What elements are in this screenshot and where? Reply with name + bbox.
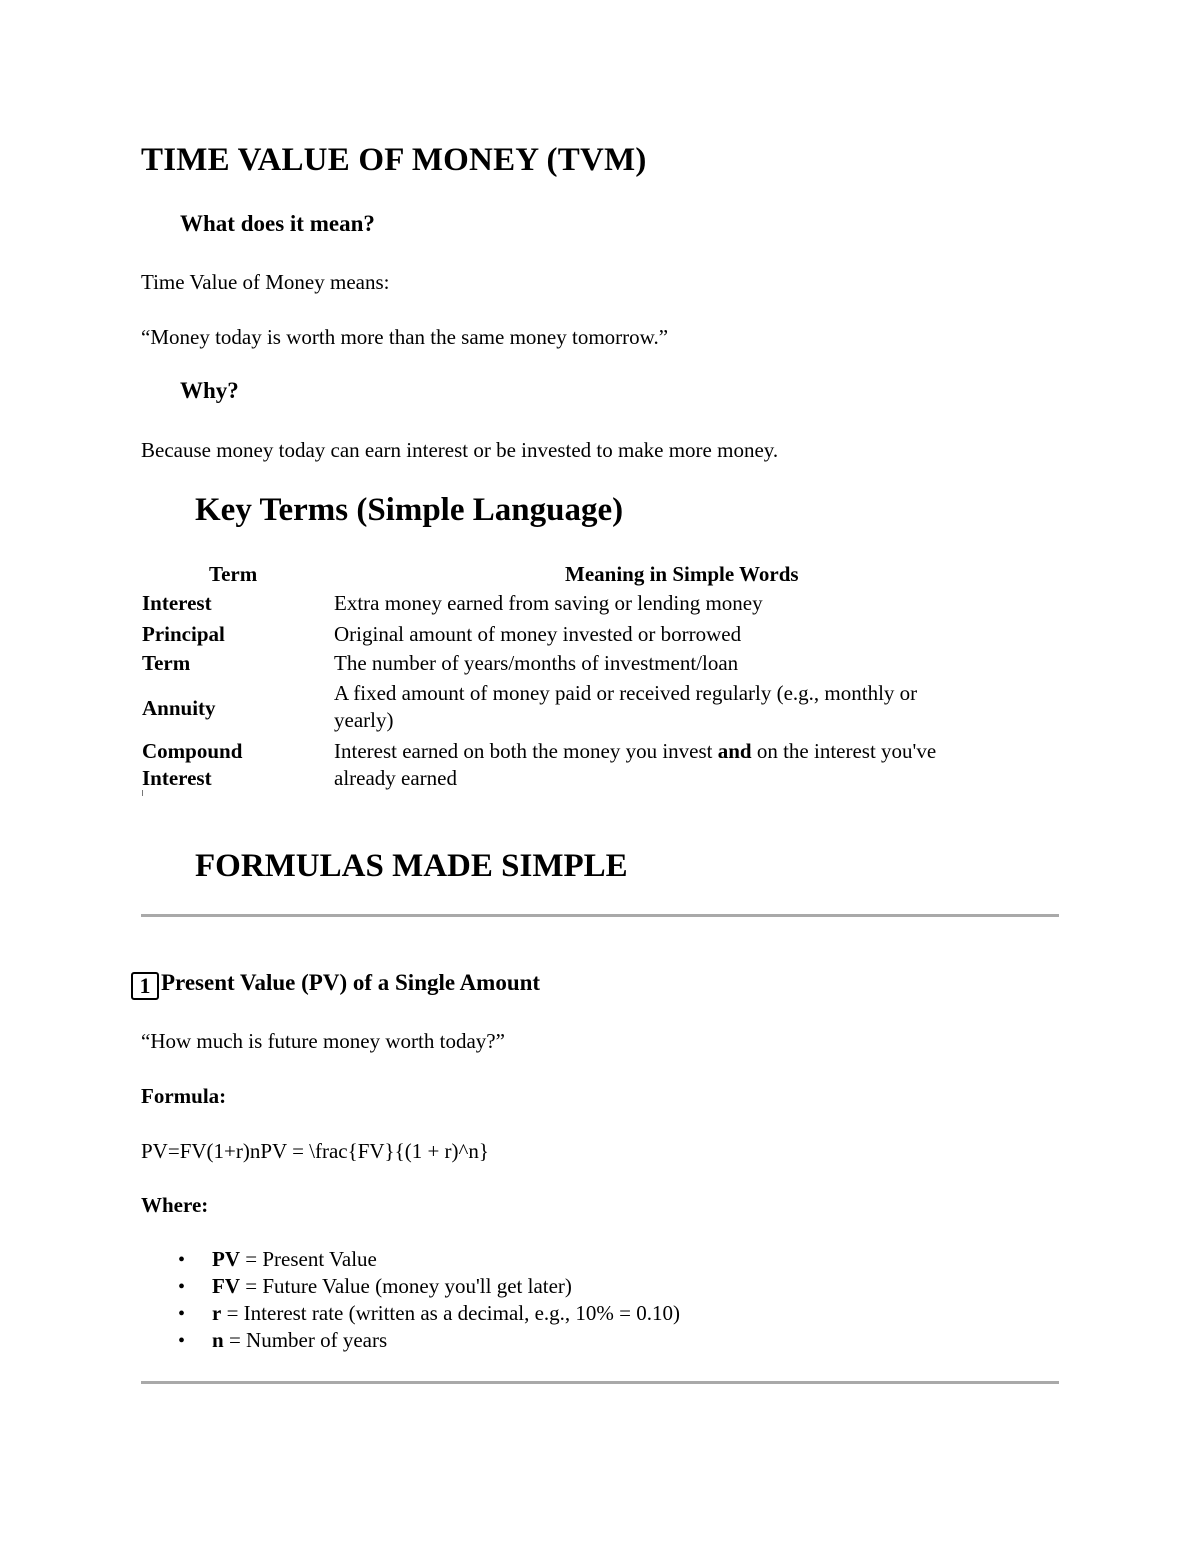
meaning-cell: A fixed amount of money paid or received regularly (e.g., monthly or (334, 681, 918, 705)
meaning-cell: The number of years/months of investment/loan (334, 651, 739, 675)
bullet-icon (178, 1300, 212, 1328)
meaning-intro: Time Value of Money means: (141, 270, 390, 294)
meaning-heading: What does it mean? (180, 211, 375, 236)
meaning-text: on the interest you've (751, 739, 937, 763)
table-border-mark (142, 790, 143, 796)
meaning-cell: Extra money earned from saving or lending money (334, 591, 763, 615)
list-item (178, 1246, 680, 1273)
term-cell-cont: Interest (142, 766, 212, 790)
why-text: Because money today can earn interest or be invested to make more money. (141, 438, 779, 462)
variable-list (178, 1246, 680, 1354)
variable-description: = Interest rate (written as a decimal, e.g., 10% = 0.10) (221, 1301, 681, 1325)
meaning-cell-cont: yearly) (334, 708, 394, 732)
where-label: Where: (141, 1193, 209, 1217)
variable-symbol: PV (212, 1247, 240, 1271)
number-badge: 1 (131, 972, 159, 1000)
term-cell: Principal (142, 622, 225, 646)
formulas-heading: FORMULAS MADE SIMPLE (195, 848, 628, 884)
section-title: Present Value (PV) of a Single Amount (161, 970, 541, 995)
term-cell: Compound (142, 739, 243, 763)
list-item (178, 1300, 680, 1327)
term-cell: Interest (142, 591, 212, 615)
meaning-cell (334, 738, 936, 765)
variable-symbol: r (212, 1301, 222, 1325)
variable-description: = Future Value (money you'll get later) (240, 1274, 572, 1298)
variable-description: = Present Value (240, 1247, 377, 1271)
page-title: TIME VALUE OF MONEY (TVM) (141, 142, 647, 178)
bullet-icon (178, 1246, 212, 1274)
meaning-cell: Original amount of money invested or borrowed (334, 622, 742, 646)
horizontal-rule (141, 1381, 1059, 1384)
meaning-text: Interest earned on both the money you invest (334, 739, 718, 763)
table-header-meaning: Meaning in Simple Words (565, 562, 799, 586)
bullet-icon (178, 1273, 212, 1301)
horizontal-rule (141, 914, 1059, 917)
term-cell: Term (142, 651, 191, 675)
table-header-term: Term (209, 562, 258, 586)
term-cell: Annuity (142, 696, 216, 720)
formula-label: Formula: (141, 1084, 227, 1108)
why-heading: Why? (180, 378, 239, 403)
key-terms-heading: Key Terms (Simple Language) (195, 492, 624, 528)
variable-description: = Number of years (223, 1328, 388, 1352)
section-heading (131, 970, 540, 1000)
bullet-icon (178, 1327, 212, 1355)
list-item (178, 1327, 680, 1354)
meaning-cell-cont: already earned (334, 766, 457, 790)
section-question: “How much is future money worth today?” (141, 1029, 505, 1053)
meaning-emphasis: and (717, 739, 752, 763)
variable-symbol: FV (212, 1274, 240, 1298)
meaning-quote: “Money today is worth more than the same money tomorrow.” (141, 325, 669, 349)
list-item (178, 1273, 680, 1300)
variable-symbol: n (212, 1328, 224, 1352)
formula-text: PV=FV(1+r)nPV = \frac{FV}{(1 + r)^n} (141, 1139, 489, 1163)
